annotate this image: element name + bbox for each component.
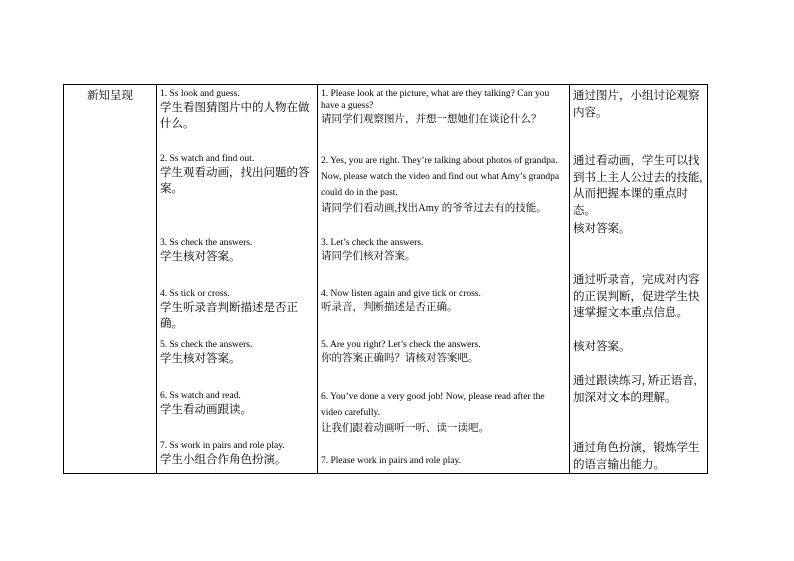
teacher-step-2: 2. Yes, you are right. They’re talking about photos of grandpa. Now, please watch the video and find out what Amy’s grandpa could do in the past. 请同学们看动画,找出Amy 的爷爷过去有的技能。: [321, 156, 560, 214]
design-purpose-cell: [570, 85, 708, 474]
table-row: [64, 85, 708, 474]
teacher-step-7: 7. Please work in pairs and role play.: [321, 456, 461, 466]
student-activity-cell: [157, 85, 318, 474]
student-step-2: 2. Ss watch and find out. 学生观看动画，找出问题的答案。: [160, 154, 310, 195]
teacher-step-1: 1. Please look at the picture, what are they talking? Can you have a guess? 请同学们观察图片，并想一想她们在谈论什么？: [321, 89, 550, 125]
purpose-5: 核对答案。: [573, 341, 631, 353]
student-step-3: 3. Ss check the answers. 学生核对答案。: [160, 238, 253, 263]
lesson-plan-table: [63, 84, 708, 474]
student-step-6: 6. Ss watch and read. 学生看动画跟读。: [160, 391, 252, 416]
student-step-7: 7. Ss work in pairs and role play. 学生小组合作角色扮演。: [160, 441, 287, 466]
student-step-4: 4. Ss tick or cross. 学生听录音判断描述是否正确。: [160, 289, 298, 330]
teacher-step-4: 4. Now listen again and give tick or cross. 听录音，判断描述是否正确。: [321, 289, 481, 313]
purpose-3: 核对答案。: [573, 223, 631, 235]
purpose-1: 通过图片，小组讨论观察内容。: [573, 90, 700, 119]
teacher-step-3: 3. Let’s check the answers. 请同学们核对答案。: [321, 238, 424, 262]
teacher-step-6: 6. You’ve done a very good job! Now, please read after the video carefully. 让我们跟着动画听一听、读一读吧。: [321, 392, 545, 434]
teacher-step-5: 5. Are you right? Let’s check the answers. 你的答案正确吗？请核对答案吧。: [321, 340, 481, 364]
purpose-6: 通过跟读练习, 矫正语音,加深对文本的理解。: [573, 375, 697, 404]
purpose-7: 通过角色扮演，锻炼学生的语言输出能力。: [573, 442, 700, 471]
purpose-4: 通过听录音，完成对内容的正误判断，促进学生快速掌握文本重点信息。: [573, 274, 700, 319]
student-step-1: 1. Ss look and guess. 学生看图猜图片中的人物在做什么。: [160, 89, 310, 130]
teacher-activity-cell: [318, 85, 570, 474]
stage-label: 新知呈现: [64, 85, 157, 474]
student-step-5: 5. Ss check the answers. 学生核对答案。: [160, 340, 253, 365]
purpose-2: 通过看动画，学生可以找到书上主人公过去的技能,从而把握本课的重点时态。: [573, 155, 703, 217]
